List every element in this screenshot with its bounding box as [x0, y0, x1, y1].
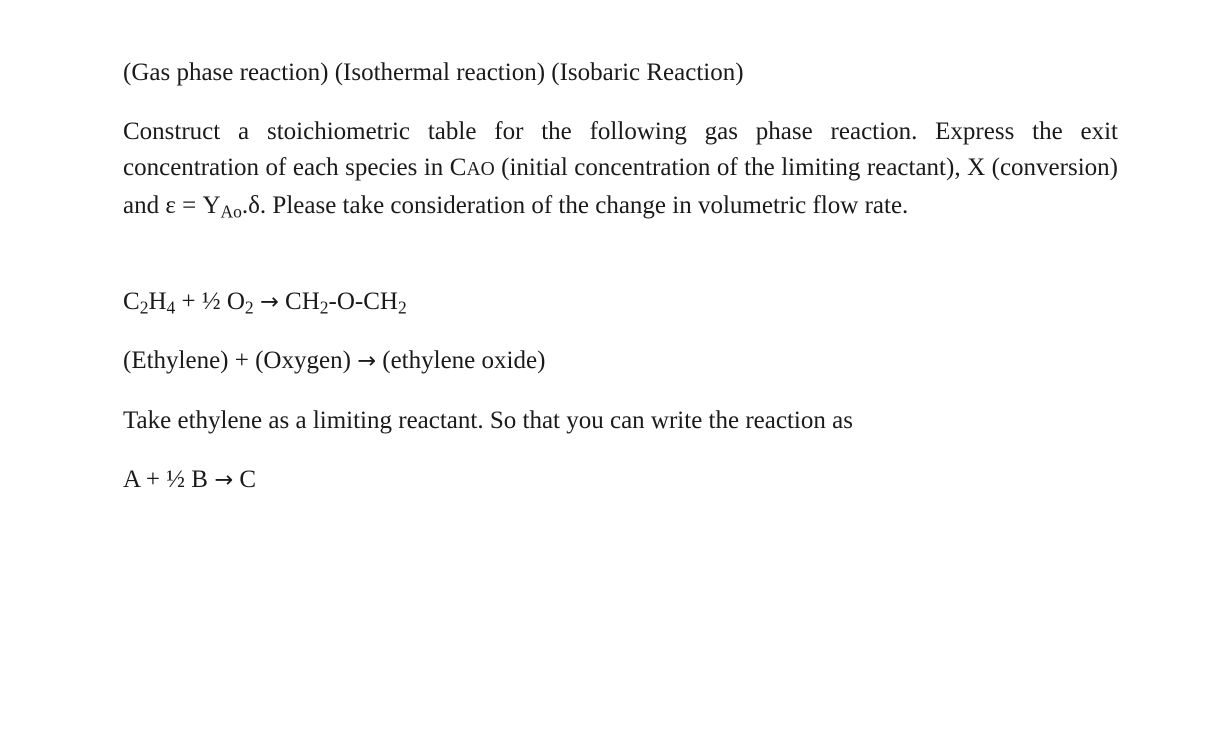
problem-text-2: (initial concentration of the limiting reactant), X (conversion) and ε = Y — [123, 154, 1118, 219]
eq-h-subscript: 4 — [166, 297, 176, 318]
names-right: (ethylene oxide) — [376, 347, 546, 374]
reaction-conditions-header: (Gas phase reaction) (Isothermal reaction) (Isobaric Reaction) — [123, 59, 744, 86]
eq-ch-subscript-2: 2 — [397, 297, 407, 318]
eq-middle: -O-CH — [328, 288, 398, 315]
limiting-reactant-text: Take ethylene as a limiting reactant. So that you can write the reaction as — [123, 407, 853, 434]
problem-statement — [123, 114, 1118, 224]
eq-plus-half-o: + ½ O — [175, 288, 245, 315]
eq-h: H — [148, 288, 167, 315]
reaction-arrow-icon: → — [259, 289, 279, 315]
general-reaction — [123, 467, 256, 492]
eq-c-subscript: 2 — [139, 297, 149, 318]
problem-text-3: .δ. Please take consideration of the change in volumetric flow rate. — [241, 192, 909, 219]
species-names-line — [123, 348, 545, 373]
names-arrow-icon: → — [357, 348, 377, 374]
ya-subscript: Ao — [220, 201, 242, 222]
general-left: A + ½ B — [123, 466, 215, 493]
general-arrow-icon: → — [214, 467, 234, 493]
eq-ch-subscript-1: 2 — [319, 297, 329, 318]
cao-subscript: AO — [466, 159, 495, 180]
names-left: (Ethylene) + (Oxygen) — [123, 347, 358, 374]
eq-c: C — [123, 288, 140, 315]
chemical-equation — [123, 288, 407, 318]
general-right: C — [233, 466, 256, 493]
problem-text-1: Construct a stoichiometric table for the following gas phase reaction. Express the exit concentration of each species in C — [123, 118, 1118, 181]
eq-o-subscript: 2 — [244, 297, 254, 318]
eq-ch: CH — [278, 288, 320, 315]
